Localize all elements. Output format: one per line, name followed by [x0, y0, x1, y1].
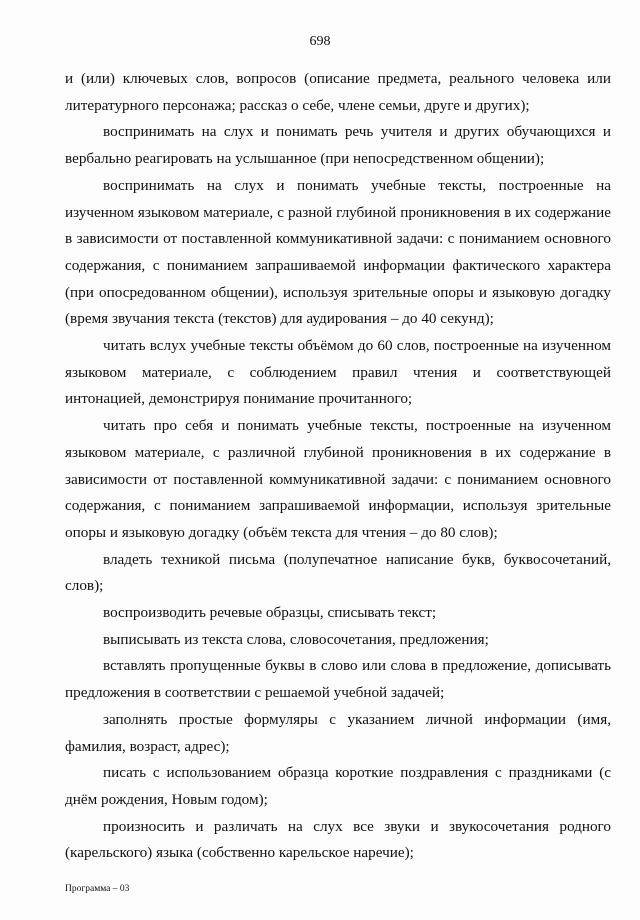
page-footer: Программа – 03 — [65, 884, 130, 894]
paragraph: произносить и различать на слух все звуки и звукосочетания родного (карельского) языка (собственно карельское наречие); — [65, 817, 611, 862]
paragraph: воспринимать на слух и понимать речь учителя и других обучающихся и вербально реагировать на услышанное (при непосредственном общении); — [65, 123, 611, 168]
paragraph: заполнять простые формуляры с указанием личной информации (имя, фамилия, возраст, адрес); — [65, 710, 611, 755]
body-text — [65, 66, 611, 867]
paragraph: читать про себя и понимать учебные тексты, построенные на изученном языковом материале, с различной глубиной проникновения в их содержание в зависимости от поставленной коммуникативной задачи: с пониманием основного содержания, с пониманием запрашиваемой информации, используя зрительные опоры и языковую догадку (объём текста для чтения – до 80 слов); — [65, 417, 611, 541]
paragraph: выписывать из текста слова, словосочетания, предложения; — [103, 630, 489, 648]
paragraph: воспроизводить речевые образцы, списывать текст; — [103, 604, 437, 622]
paragraph: вставлять пропущенные буквы в слово или слова в предложение, дописывать предложения в соответствии с решаемой учебной задачей; — [65, 657, 611, 702]
page-number: 698 — [309, 34, 331, 49]
paragraph: воспринимать на слух и понимать учебные тексты, построенные на изученном языковом материале, с разной глубиной проникновения в их содержание в зависимости от поставленной коммуникативной задачи: с пониманием основного содержания, с пониманием запрашиваемой информации фактического характера (при опосредованном общении), используя зрительные опоры и языковую догадку (время звучания текста (текстов) для аудирования – до 40 секунд); — [65, 176, 611, 328]
paragraph-continuation: и (или) ключевых слов, вопросов (описание предмета, реального человека или литературного персонажа; рассказ о себе, члене семьи, друге и других); — [65, 70, 611, 114]
paragraph: владеть техникой письма (полупечатное написание букв, буквосочетаний, слов); — [65, 550, 611, 595]
paragraph: писать с использованием образца короткие поздравления с праздниками (с днём рождения, Новым годом); — [65, 764, 611, 808]
paragraph: читать вслух учебные тексты объёмом до 60 слов, построенные на изученном языковом материале, с соблюдением правил чтения и соответствующей интонацией, демонстрируя понимание прочитанного; — [65, 337, 611, 408]
